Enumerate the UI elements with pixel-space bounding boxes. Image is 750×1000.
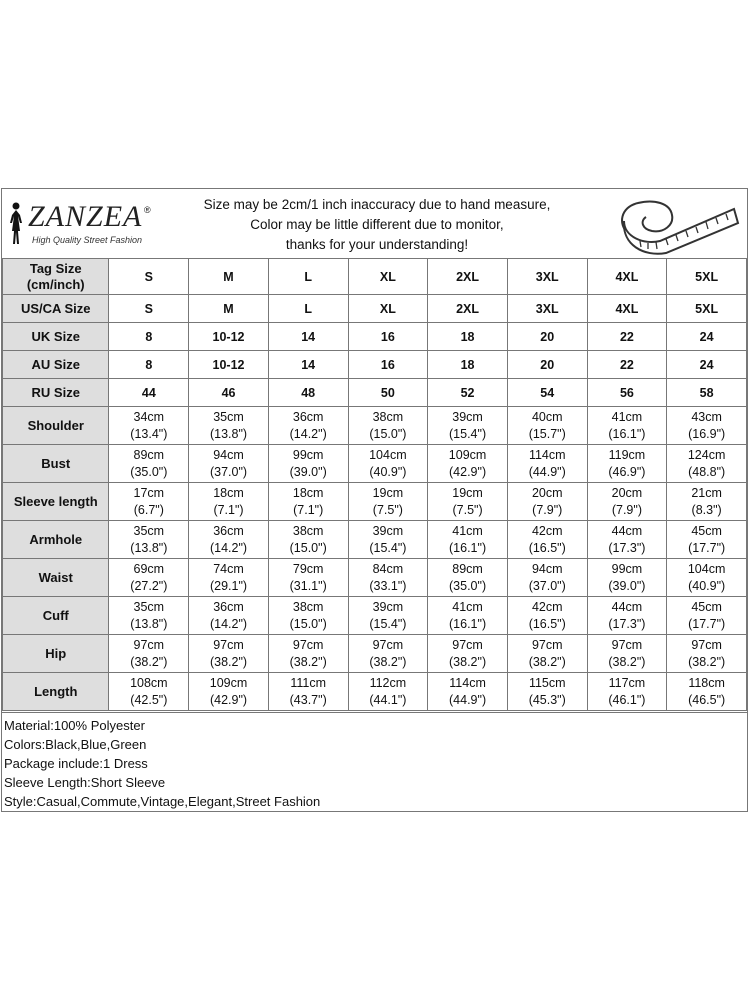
inch-value: (42.9")	[449, 464, 487, 479]
measurement-cell	[268, 445, 348, 483]
measurement-row	[3, 407, 747, 445]
size-cell: 52	[428, 379, 508, 407]
inch-value: (38.2")	[130, 654, 168, 669]
inch-value: (8.3")	[691, 502, 722, 517]
measurement-cell	[428, 521, 508, 559]
product-info	[2, 712, 747, 811]
measurement-cell	[348, 407, 428, 445]
size-cell: L	[268, 295, 348, 323]
measurement-cell	[109, 407, 189, 445]
cm-value: 19cm	[452, 485, 483, 500]
cm-value: 38cm	[292, 599, 324, 614]
cm-value: 104cm	[369, 447, 407, 462]
measurement-cell	[587, 521, 667, 559]
measurement-cell	[507, 559, 587, 597]
size-column-header: 2XL	[428, 259, 508, 295]
inch-value: (7.9")	[532, 502, 563, 517]
size-cell: 24	[667, 323, 747, 351]
size-cell: 5XL	[667, 295, 747, 323]
cm-value: 34cm	[133, 409, 165, 424]
cm-value: 124cm	[687, 447, 726, 462]
inch-value: (46.5")	[688, 692, 726, 707]
row-label: UK Size	[3, 323, 109, 351]
cm-value: 109cm	[209, 675, 248, 690]
measurement-cell	[587, 483, 667, 521]
measurement-cell	[109, 559, 189, 597]
inch-value: (29.1")	[209, 578, 248, 593]
size-column-header: 4XL	[587, 259, 667, 295]
size-column-header: 5XL	[667, 259, 747, 295]
cm-value: 45cm	[691, 599, 722, 614]
measurement-cell	[667, 559, 747, 597]
row-label: RU Size	[3, 379, 109, 407]
inch-value: (38.2")	[449, 654, 487, 669]
measurement-cell	[587, 407, 667, 445]
measurement-cell	[348, 483, 428, 521]
cm-value: 45cm	[691, 523, 722, 538]
size-cell: 10-12	[189, 323, 269, 351]
cm-value: 19cm	[372, 485, 404, 500]
inch-value: (33.1")	[369, 578, 407, 593]
size-cell: 18	[428, 351, 508, 379]
inch-value: (43.7")	[289, 692, 327, 707]
inch-value: (44.9")	[449, 692, 487, 707]
inch-value: (17.3")	[608, 616, 646, 631]
inch-value: (15.4")	[449, 426, 487, 441]
inch-value: (38.2")	[289, 654, 327, 669]
size-column-header: L	[268, 259, 348, 295]
size-cell: 44	[109, 379, 189, 407]
cm-value: 84cm	[372, 561, 404, 576]
inch-value: (6.7")	[133, 502, 164, 517]
size-column-header: 3XL	[507, 259, 587, 295]
inch-value: (15.4")	[369, 616, 407, 631]
cm-value: 21cm	[691, 485, 722, 500]
tag-size-row	[3, 259, 747, 295]
measurement-cell	[428, 559, 508, 597]
cm-value: 42cm	[531, 599, 563, 614]
measurement-cell	[268, 597, 348, 635]
measurement-cell	[428, 445, 508, 483]
cm-value: 119cm	[608, 447, 646, 462]
inch-value: (15.0")	[289, 540, 327, 555]
measurement-row	[3, 597, 747, 635]
inch-value: (16.5")	[528, 540, 566, 555]
notice-line: thanks for your understanding!	[285, 237, 469, 252]
measurement-cell	[109, 521, 189, 559]
cm-value: 69cm	[133, 561, 165, 576]
cm-value: 108cm	[130, 675, 168, 690]
row-label: Armhole	[3, 521, 109, 559]
cm-value: 36cm	[213, 599, 244, 614]
conversion-row	[3, 379, 747, 407]
cm-value: 35cm	[133, 523, 165, 538]
measurement-cell	[109, 635, 189, 673]
package-text: Package include:1 Dress	[4, 756, 148, 771]
inch-value: (14.2")	[209, 616, 248, 631]
inch-value: (35.0")	[449, 578, 487, 593]
measurement-cell	[109, 445, 189, 483]
measurement-row	[3, 673, 747, 711]
material-text: Material:100% Polyester	[4, 718, 145, 733]
cm-value: 97cm	[452, 637, 483, 652]
inch-value: (42.5")	[130, 692, 168, 707]
measurement-row	[3, 483, 747, 521]
row-label: Tag Size (cm/inch)	[3, 259, 109, 295]
size-cell: 46	[189, 379, 269, 407]
measurement-cell	[348, 597, 428, 635]
registered-mark: ®	[144, 205, 151, 215]
measurement-cell	[268, 407, 348, 445]
measurement-cell	[507, 445, 587, 483]
measurement-cell	[428, 407, 508, 445]
inch-value: (16.1")	[449, 540, 487, 555]
inch-value: (38.2")	[209, 654, 248, 669]
inch-value: (16.9")	[688, 426, 726, 441]
measurement-cell	[667, 483, 747, 521]
measurement-cell	[189, 445, 269, 483]
inch-value: (7.5")	[372, 502, 403, 517]
measurement-notice	[172, 195, 582, 255]
cm-value: 94cm	[213, 447, 244, 462]
row-label: Waist	[3, 559, 109, 597]
inch-value: (42.9")	[209, 692, 248, 707]
measurement-cell	[109, 483, 189, 521]
inch-value: (15.0")	[289, 616, 327, 631]
notice-line: Size may be 2cm/1 inch inaccuracy due to hand measure,	[203, 197, 551, 212]
cm-value: 114cm	[528, 447, 566, 462]
size-cell: 14	[268, 351, 348, 379]
row-label: Cuff	[3, 597, 109, 635]
notice-line: Color may be little different due to monitor,	[250, 217, 504, 232]
size-cell: 56	[587, 379, 667, 407]
measurement-cell	[348, 673, 428, 711]
size-cell: 20	[507, 323, 587, 351]
cm-value: 39cm	[452, 409, 483, 424]
measurement-cell	[109, 673, 189, 711]
size-cell: S	[109, 295, 189, 323]
cm-value: 40cm	[531, 409, 563, 424]
inch-value: (31.1")	[289, 578, 327, 593]
measurement-cell	[507, 597, 587, 635]
cm-value: 97cm	[611, 637, 643, 652]
measurement-cell	[507, 407, 587, 445]
measurement-cell	[348, 521, 428, 559]
size-cell: 8	[109, 323, 189, 351]
inch-value: (13.8")	[130, 540, 168, 555]
cm-value: 94cm	[531, 561, 563, 576]
cm-value: 99cm	[611, 561, 643, 576]
row-label: US/CA Size	[3, 295, 109, 323]
size-cell: 24	[667, 351, 747, 379]
measurement-cell	[268, 559, 348, 597]
cm-value: 117cm	[608, 675, 646, 690]
cm-value: 38cm	[292, 523, 324, 538]
inch-value: (39.0")	[608, 578, 646, 593]
cm-value: 39cm	[372, 599, 404, 614]
cm-value: 44cm	[611, 523, 643, 538]
measurement-cell	[587, 445, 667, 483]
inch-value: (7.9")	[611, 502, 642, 517]
inch-value: (14.2")	[209, 540, 248, 555]
style-text: Style:Casual,Commute,Vintage,Elegant,Street Fashion	[4, 794, 321, 809]
measurement-cell	[268, 673, 348, 711]
cm-value: 97cm	[372, 637, 404, 652]
cm-value: 104cm	[687, 561, 726, 576]
measurement-cell	[268, 521, 348, 559]
measurement-cell	[268, 483, 348, 521]
cm-value: 36cm	[213, 523, 244, 538]
inch-value: (7.1")	[213, 502, 244, 517]
inch-value: (46.1")	[608, 692, 646, 707]
inch-value: (13.8")	[209, 426, 248, 441]
measurement-cell	[428, 483, 508, 521]
size-cell: 58	[667, 379, 747, 407]
size-cell: 16	[348, 351, 428, 379]
measurement-cell	[587, 559, 667, 597]
inch-value: (46.9")	[608, 464, 646, 479]
inch-value: (13.4")	[130, 426, 168, 441]
inch-value: (15.0")	[369, 426, 407, 441]
cm-value: 38cm	[372, 409, 404, 424]
inch-value: (38.2")	[369, 654, 407, 669]
row-label: Hip	[3, 635, 109, 673]
size-cell: 18	[428, 323, 508, 351]
measurement-cell	[189, 673, 269, 711]
inch-value: (44.9")	[528, 464, 566, 479]
cm-value: 39cm	[372, 523, 404, 538]
measurement-cell	[348, 559, 428, 597]
inch-value: (38.2")	[528, 654, 566, 669]
inch-value: (35.0")	[130, 464, 168, 479]
measurement-cell	[109, 597, 189, 635]
inch-value: (7.5")	[452, 502, 483, 517]
size-column-header: S	[109, 259, 189, 295]
inch-value: (48.8")	[688, 464, 726, 479]
cm-value: 18cm	[292, 485, 324, 500]
cm-value: 17cm	[133, 485, 165, 500]
measurement-cell	[348, 635, 428, 673]
cm-value: 41cm	[452, 523, 483, 538]
cm-value: 89cm	[133, 447, 165, 462]
cm-value: 114cm	[449, 675, 486, 690]
cm-value: 18cm	[213, 485, 244, 500]
sleeve-length-text: Sleeve Length:Short Sleeve	[4, 775, 166, 790]
size-cell: 54	[507, 379, 587, 407]
size-table	[2, 258, 747, 711]
cm-value: 36cm	[292, 409, 324, 424]
cm-value: 97cm	[292, 637, 324, 652]
brand-name: ZANZEA	[28, 200, 143, 233]
measurement-cell	[189, 521, 269, 559]
measurement-row	[3, 445, 747, 483]
size-cell: 2XL	[428, 295, 508, 323]
measurement-cell	[667, 407, 747, 445]
cm-value: 42cm	[531, 523, 563, 538]
cm-value: 41cm	[611, 409, 643, 424]
inch-value: (15.7")	[528, 426, 566, 441]
inch-value: (37.0")	[528, 578, 566, 593]
row-label: Shoulder	[3, 407, 109, 445]
cm-value: 41cm	[452, 599, 483, 614]
measurement-cell	[667, 445, 747, 483]
inch-value: (16.5")	[528, 616, 566, 631]
measurement-cell	[348, 445, 428, 483]
row-label: Sleeve length	[3, 483, 109, 521]
measurement-cell	[667, 673, 747, 711]
inch-value: (40.9")	[688, 578, 726, 593]
cm-value: 109cm	[448, 447, 487, 462]
inch-value: (16.1")	[449, 616, 487, 631]
row-label: Length	[3, 673, 109, 711]
cm-value: 99cm	[292, 447, 324, 462]
inch-value: (38.2")	[608, 654, 646, 669]
woman-silhouette-icon	[6, 201, 26, 245]
inch-value: (39.0")	[289, 464, 327, 479]
size-cell: 22	[587, 323, 667, 351]
inch-value: (37.0")	[209, 464, 248, 479]
inch-value: (44.1")	[369, 692, 407, 707]
measurement-cell	[428, 635, 508, 673]
brand-tagline: High Quality Street Fashion	[32, 235, 143, 245]
measurement-cell	[667, 635, 747, 673]
size-column-header: M	[189, 259, 269, 295]
cm-value: 20cm	[531, 485, 563, 500]
size-cell: 14	[268, 323, 348, 351]
inch-value: (45.3")	[528, 692, 566, 707]
measurement-row	[3, 635, 747, 673]
measurement-cell	[189, 597, 269, 635]
size-cell: XL	[348, 295, 428, 323]
inch-value: (40.9")	[369, 464, 407, 479]
inch-value: (13.8")	[130, 616, 168, 631]
measurement-cell	[268, 635, 348, 673]
inch-value: (16.1")	[608, 426, 646, 441]
inch-value: (14.2")	[289, 426, 327, 441]
size-cell: 22	[587, 351, 667, 379]
inch-value: (7.1")	[293, 502, 324, 517]
measurement-cell	[189, 559, 269, 597]
measuring-tape-icon	[614, 193, 742, 255]
cm-value: 43cm	[691, 409, 722, 424]
brand-logo	[4, 195, 164, 253]
size-cell: 10-12	[189, 351, 269, 379]
cm-value: 89cm	[452, 561, 483, 576]
size-cell: 8	[109, 351, 189, 379]
colors-text: Colors:Black,Blue,Green	[4, 737, 147, 752]
measurement-cell	[428, 673, 508, 711]
measurement-cell	[587, 673, 667, 711]
inch-value: (27.2")	[130, 578, 168, 593]
measurement-cell	[507, 673, 587, 711]
measurement-cell	[507, 635, 587, 673]
inch-value: (38.2")	[688, 654, 726, 669]
size-chart	[1, 188, 748, 812]
measurement-cell	[189, 635, 269, 673]
cm-value: 97cm	[133, 637, 165, 652]
cm-value: 44cm	[611, 599, 643, 614]
cm-value: 115cm	[528, 675, 566, 690]
inch-value: (17.7")	[688, 616, 726, 631]
measurement-cell	[587, 597, 667, 635]
measurement-cell	[189, 407, 269, 445]
conversion-row	[3, 323, 747, 351]
measurement-cell	[667, 597, 747, 635]
size-cell: 4XL	[587, 295, 667, 323]
cm-value: 97cm	[691, 637, 722, 652]
measurement-cell	[189, 483, 269, 521]
measurement-cell	[587, 635, 667, 673]
cm-value: 79cm	[292, 561, 324, 576]
measurement-cell	[667, 521, 747, 559]
size-cell: 3XL	[507, 295, 587, 323]
cm-value: 20cm	[611, 485, 643, 500]
cm-value: 35cm	[133, 599, 165, 614]
size-cell: 48	[268, 379, 348, 407]
row-label: AU Size	[3, 351, 109, 379]
measurement-cell	[507, 483, 587, 521]
size-cell: 16	[348, 323, 428, 351]
chart-header	[2, 189, 747, 259]
measurement-cell	[507, 521, 587, 559]
cm-value: 111cm	[290, 675, 327, 690]
cm-value: 97cm	[531, 637, 563, 652]
row-label: Bust	[3, 445, 109, 483]
measurement-row	[3, 521, 747, 559]
measurement-row	[3, 559, 747, 597]
cm-value: 35cm	[213, 409, 244, 424]
size-column-header: XL	[348, 259, 428, 295]
size-cell: 20	[507, 351, 587, 379]
inch-value: (17.7")	[688, 540, 726, 555]
size-cell: 50	[348, 379, 428, 407]
inch-value: (15.4")	[369, 540, 407, 555]
measurement-cell	[428, 597, 508, 635]
inch-value: (17.3")	[608, 540, 646, 555]
conversion-row	[3, 351, 747, 379]
size-cell: M	[189, 295, 269, 323]
cm-value: 97cm	[213, 637, 244, 652]
cm-value: 118cm	[688, 675, 725, 690]
conversion-row	[3, 295, 747, 323]
cm-value: 112cm	[369, 675, 407, 690]
cm-value: 74cm	[213, 561, 244, 576]
